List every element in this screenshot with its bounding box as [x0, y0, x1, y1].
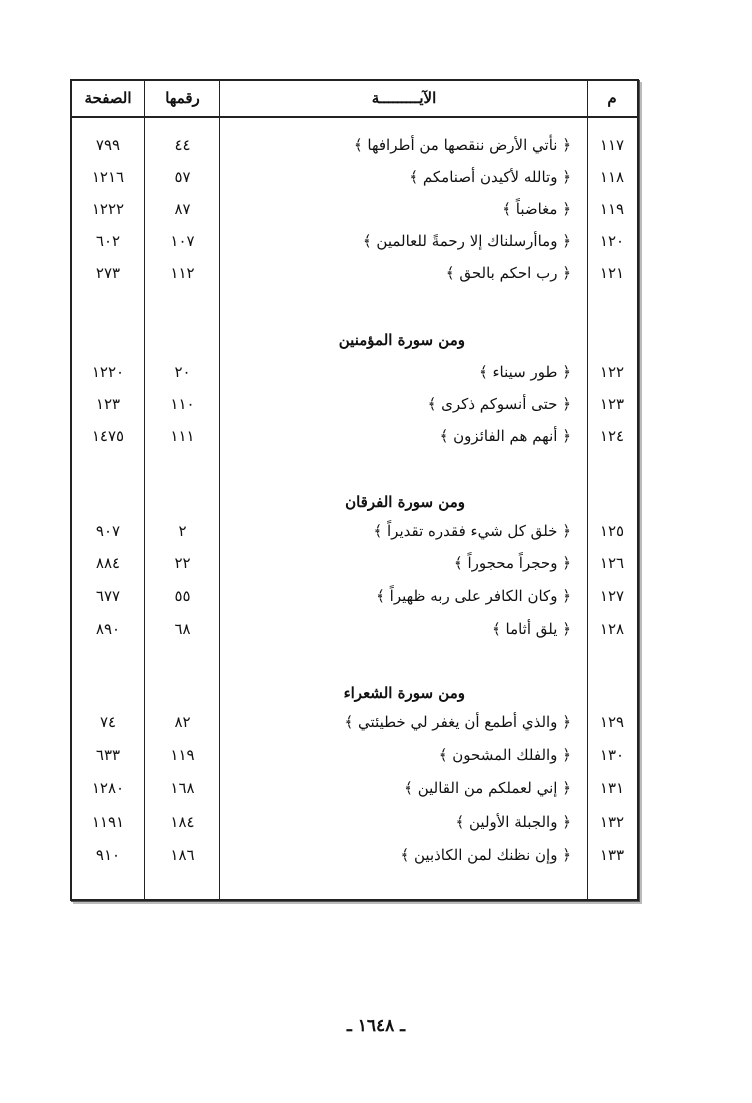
- row-index: ١٢١: [599, 264, 625, 282]
- row-verse: ﴿ خلق كل شيء فقدره تقديراً ﴾: [373, 522, 571, 540]
- row-index: ١١٨: [599, 168, 625, 186]
- row-verse-number: ٤٤: [174, 136, 191, 154]
- row-verse-number: ١٨٤: [170, 813, 195, 831]
- row-verse-number: ٥٥: [174, 587, 191, 605]
- header-divider: [70, 116, 637, 118]
- row-page: ١٢٨٠: [91, 779, 125, 797]
- row-verse: ﴿ والفلك المشحون ﴾: [438, 746, 571, 764]
- row-verse-number: ٢٢: [174, 554, 191, 572]
- row-verse: ﴿ والذي أطمع أن يغفر لي خطيئتي ﴾: [344, 713, 571, 731]
- row-verse: ﴿ طور سيناء ﴾: [478, 363, 571, 381]
- row-verse: ﴿ وماأرسلناك إلا رحمةً للعالمين ﴾: [362, 232, 571, 250]
- row-index: ١٢٢: [599, 363, 625, 381]
- row-index: ١٢٧: [599, 587, 625, 605]
- row-verse: ﴿ والجبلة الأولين ﴾: [455, 813, 571, 831]
- row-verse-number: ١١١: [170, 427, 195, 445]
- row-page: ١٢٣: [95, 395, 121, 413]
- row-verse-number: ١٠٧: [170, 232, 195, 250]
- row-verse-number: ١١٢: [170, 264, 195, 282]
- row-verse: ﴿ وكان الكافر على ربه ظهيراً ﴾: [376, 587, 571, 605]
- row-page: ٨٩٠: [95, 620, 121, 638]
- row-index: ١١٩: [599, 200, 625, 218]
- header-number: رقمها: [165, 89, 200, 107]
- row-verse: ﴿ وحجراً محجوراً ﴾: [453, 554, 571, 572]
- row-page: ٩١٠: [95, 846, 121, 864]
- row-verse-number: ١٦٨: [170, 779, 195, 797]
- row-verse: ﴿ مغاضباً ﴾: [502, 200, 571, 218]
- surah-heading: ومن سورة الشعراء: [343, 684, 465, 702]
- row-page: ٦٣٣: [95, 746, 121, 764]
- row-verse-number: ١١٠: [170, 395, 195, 413]
- row-page: ٢٧٣: [95, 264, 121, 282]
- row-verse-number: ١٨٦: [170, 846, 195, 864]
- column-divider-page: [144, 79, 145, 899]
- row-index: ١٣٣: [599, 846, 625, 864]
- row-index: ١٣٢: [599, 813, 625, 831]
- row-index: ١٢٤: [599, 427, 625, 445]
- row-verse-number: ٢٠: [174, 363, 191, 381]
- row-page: ٨٨٤: [95, 554, 121, 572]
- row-verse: ﴿ إني لعملكم من القالين ﴾: [404, 779, 571, 797]
- surah-heading: ومن سورة الفرقان: [345, 493, 465, 511]
- row-index: ١٢٨: [599, 620, 625, 638]
- row-verse: ﴿ حتى أنسوكم ذكرى ﴾: [427, 395, 571, 413]
- row-verse: ﴿ رب احكم بالحق ﴾: [445, 264, 571, 282]
- row-index: ١٢٩: [599, 713, 625, 731]
- row-page: ١٢١٦: [91, 168, 125, 186]
- row-verse-number: ٢: [178, 522, 187, 540]
- header-verse: الآيـــــــــة: [371, 89, 437, 107]
- row-index: ١٢٠: [599, 232, 625, 250]
- surah-heading: ومن سورة المؤمنين: [338, 331, 465, 349]
- row-verse: ﴿ نأتي الأرض ننقصها من أطرافها ﴾: [353, 136, 571, 154]
- row-verse: ﴿ أنهم هم الفائزون ﴾: [439, 427, 571, 445]
- row-index: ١٢٥: [599, 522, 625, 540]
- row-index: ١٢٦: [599, 554, 625, 572]
- row-page: ٩٠٧: [95, 522, 121, 540]
- row-index: ١٣٠: [599, 746, 625, 764]
- row-verse: ﴿ يلق أثاما ﴾: [491, 620, 571, 638]
- row-page: ١٢٢٢: [91, 200, 125, 218]
- row-verse-number: ٦٨: [174, 620, 191, 638]
- row-page: ١٤٧٥: [91, 427, 125, 445]
- row-page: ٦٧٧: [95, 587, 121, 605]
- header-page: الصفحة: [84, 89, 132, 107]
- row-index: ١١٧: [599, 136, 625, 154]
- row-page: ٦٠٢: [95, 232, 121, 250]
- column-divider-index: [587, 79, 588, 899]
- row-verse: ﴿ وإن نظنك لمن الكاذبين ﴾: [400, 846, 571, 864]
- row-verse-number: ٨٧: [174, 200, 191, 218]
- row-index: ١٢٣: [599, 395, 625, 413]
- row-page: ١١٩١: [91, 813, 125, 831]
- row-verse-number: ٥٧: [174, 168, 191, 186]
- row-page: ٧٩٩: [95, 136, 121, 154]
- row-verse-number: ١١٩: [170, 746, 195, 764]
- column-divider-number: [219, 79, 220, 899]
- row-verse-number: ٨٢: [174, 713, 191, 731]
- row-index: ١٣١: [599, 779, 625, 797]
- row-page: ١٢٢٠: [91, 363, 125, 381]
- row-verse: ﴿ وتالله لأكيدن أصنامكم ﴾: [409, 168, 571, 186]
- page-number: ـ ١٦٤٨ ـ: [346, 1016, 406, 1036]
- header-index: م: [607, 89, 617, 107]
- row-page: ٧٤: [99, 713, 117, 731]
